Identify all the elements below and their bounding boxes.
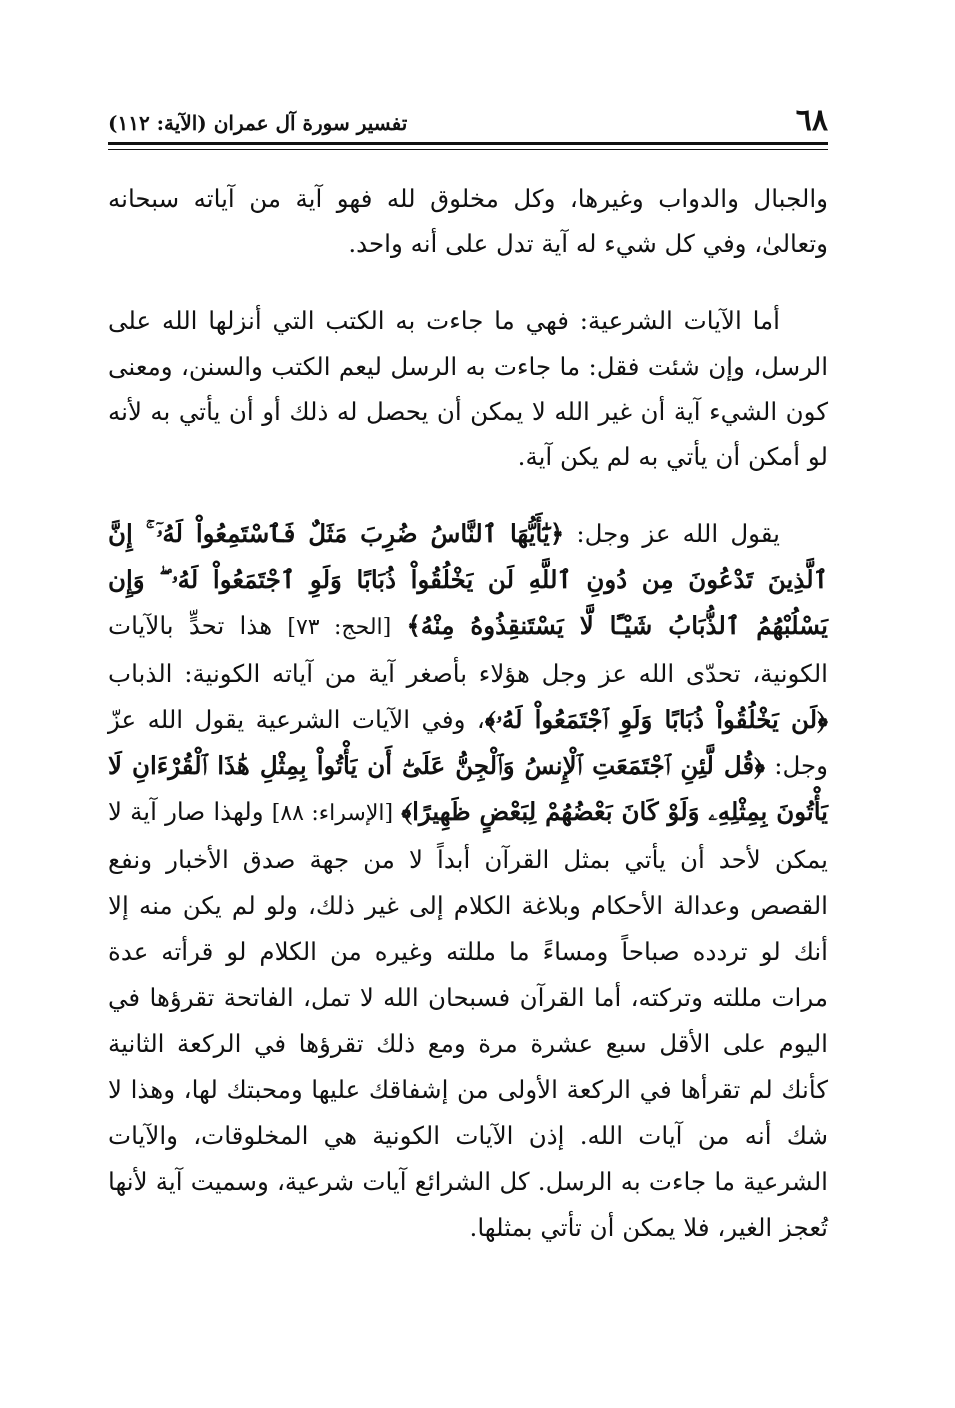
ornate-bracket-close: ﴾ — [406, 611, 421, 641]
paragraph-3 — [108, 511, 828, 1251]
header-rule-thick — [108, 142, 828, 145]
quran-verse-isra: قُل لَّئِنِ ٱجْتَمَعَتِ ٱلْإِنسُ وَٱلْجِنُّ عَلَىٰٓ أَن يَأْتُواْ بِمِثْلِ هَٰذَا ٱلْقُرْءَانِ لَا يَأْتُونَ بِمِثْلِهِۦ وَلَوْ كَانَ بَعْضُهُمْ لِبَعْضٍ ظَهِيرًا — [108, 751, 828, 827]
quran-verse-hajj: يَٰٓأَيُّهَا ٱلنَّاسُ ضُرِبَ مَثَلٌ فَٱسْتَمِعُواْ لَهُۥٓ ۚ إِنَّ ٱلَّذِينَ تَدْعُونَ مِن دُونِ ٱللَّهِ لَن يَخْلُقُواْ ذُبَابًا وَلَوِ ٱجْتَمَعُواْ لَهُۥ ۖ وَإِن يَسْلُبْهُمُ ٱلذُّبَابُ شَيْـًٔا لَّا يَسْتَنقِذُوهُ مِنْهُ — [108, 519, 828, 641]
ornate-bracket-open: ﴿ — [817, 705, 829, 735]
ornate-bracket-open: ﴿ — [549, 519, 565, 549]
citation-hajj: [الحج: ٧٣] — [287, 615, 392, 641]
page-number: ٦٨ — [795, 103, 828, 138]
ornate-bracket-open: ﴿ — [754, 751, 765, 781]
paragraph-2: أما الآيات الشرعية: فهي ما جاءت به الكتب التي أنزلها الله على الرسل، وإن شئت فقل: ما جاءت به الرسل ليعم الكتب والسنن، ومعنى كون الشيء آية أن غير الله لا يمكن أن يحصل له ذلك أو أن يأتي به لأنه لو أمكن أن يأتي به لم يكن آية. — [108, 306, 828, 472]
ornate-bracket-close: ﴾ — [401, 797, 413, 827]
intro-text: يقول الله عز وجل: — [576, 519, 780, 549]
paragraph-1: والجبال والدواب وغيرها، وكل مخلوق لله فهو آية من آياته سبحانه وتعالىٰ، وفي كل شيء له آية تدل على أنه واحد. — [108, 184, 828, 259]
body-text-3: ولهذا صار آية لا يمكن لأحد أن يأتي بمثل القرآن أبداً لا من جهة صدق الأخبار ونفع القصص وعدالة الأحكام وبلاغة الكلام إلى غير ذلك، ولو لم يكن منه إلا أنك لو تردده صباحاً ومساءً ما مللته وغيره من الكلام لو قرأته عدة مرات مللته وتركته، أما القرآن فسبحان الله لا تمل، الفاتحة تقرؤها في اليوم على الأقل سبع عشرة مرة ومع ذلك تقرؤها في الركعة الثانية كأنك لم تقرأها في الركعة الأولى من إشفاقك عليها ومحبتك لها، وهذا لا شك أنه من آيات الله. إذن الآيات الكونية هي المخلوقات، والآيات الشرعية ما جاءت به الرسل. كل الشرائع آيات شرعية، وسميت آية لأنها تُعجز الغير، فلا يمكن أن تأتي بمثلها. — [108, 797, 828, 1243]
ornate-bracket-close: ﴾ — [484, 705, 496, 735]
body-text-1: هذا تحدٍّ بالآيات الكونية، تحدّى الله عز وجل هؤلاء بأصغر آية من آياته الكونية: الذباب — [108, 611, 828, 689]
quran-excerpt-fly: لَن يَخْلُقُواْ ذُبَابًا وَلَوِ ٱجْتَمَعُواْ لَهُۥ — [495, 705, 818, 735]
body-text-2: ، وفي الآيات الشرعية يقول الله عزّ وجل: — [108, 705, 828, 781]
header-rule-thin — [108, 149, 828, 150]
citation-isra: [الإسراء: ٨٨] — [271, 801, 394, 827]
page-header — [108, 96, 828, 136]
running-title: تفسير سورة آل عمران (الآية: ١١٢) — [108, 111, 408, 135]
page-body — [108, 160, 828, 1251]
